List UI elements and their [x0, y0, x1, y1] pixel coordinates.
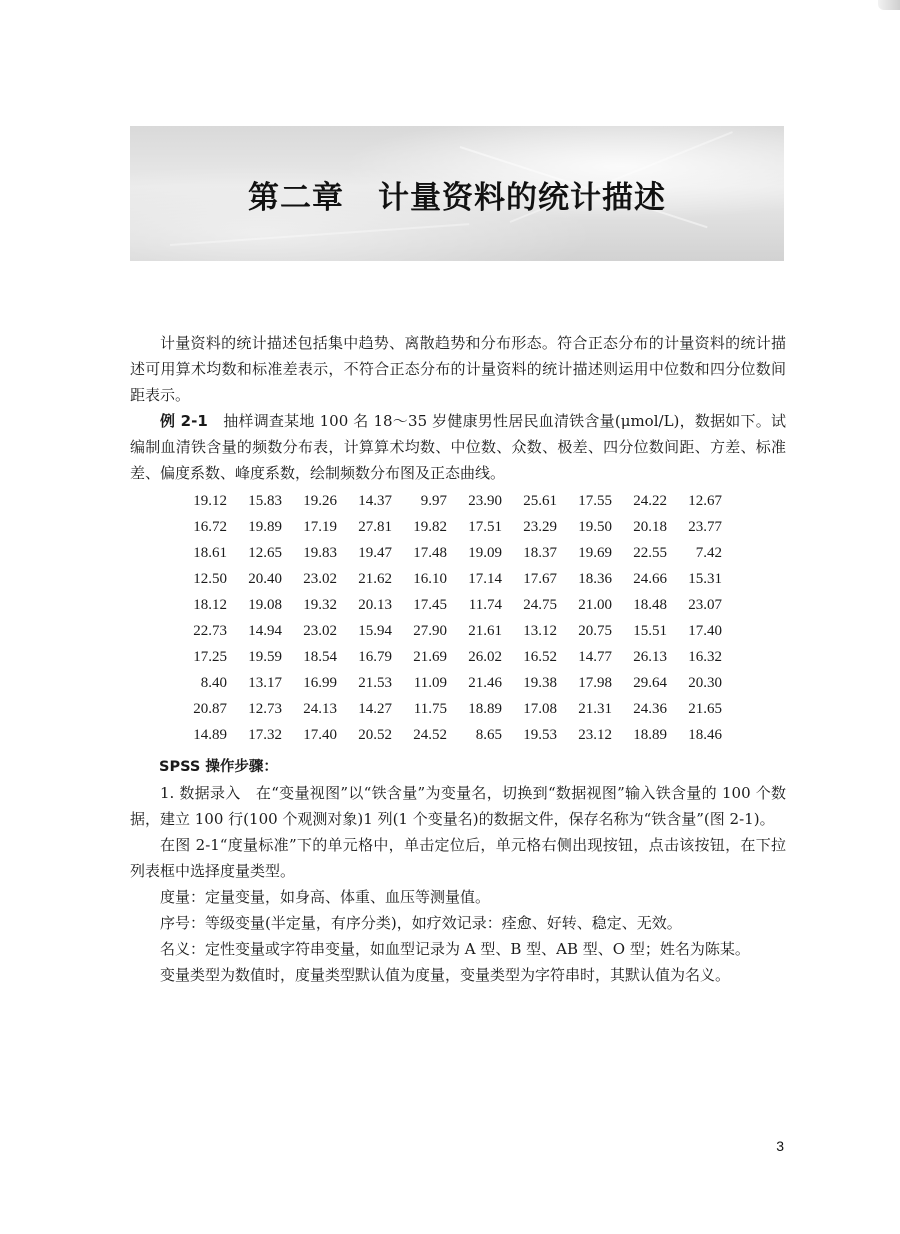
table-cell: 17.98: [578, 675, 612, 691]
table-cell: 23.07: [688, 597, 722, 613]
table-cell: 7.42: [695, 545, 722, 561]
table-cell: 23.90: [468, 493, 502, 509]
table-cell: 24.52: [413, 727, 447, 743]
table-cell: 29.64: [633, 675, 667, 691]
table-cell: 23.77: [688, 519, 722, 535]
table-cell: 14.94: [248, 623, 282, 639]
table-row: [172, 566, 722, 592]
iron-data-table: [172, 488, 722, 748]
table-cell: 24.13: [303, 701, 337, 717]
table-row: [172, 670, 722, 696]
page-corner-mark: [878, 0, 900, 10]
table-cell: 19.08: [248, 597, 282, 613]
table-cell: 17.08: [523, 701, 557, 717]
table-cell: 11.09: [413, 675, 447, 691]
table-cell: 17.55: [578, 493, 612, 509]
table-cell: 17.40: [688, 623, 722, 639]
table-row: [172, 644, 722, 670]
table-cell: 17.14: [468, 571, 502, 587]
chapter-banner: [130, 126, 784, 261]
table-cell: 23.29: [523, 519, 557, 535]
table-cell: 19.69: [578, 545, 612, 561]
table-cell: 23.02: [303, 571, 337, 587]
table-row: [172, 592, 722, 618]
table-cell: 9.97: [420, 493, 447, 509]
table-cell: 17.48: [413, 545, 447, 561]
table-cell: 8.65: [475, 727, 502, 743]
table-cell: 16.99: [303, 675, 337, 691]
table-cell: 19.26: [303, 493, 337, 509]
table-cell: 21.62: [358, 571, 392, 587]
table-cell: 17.40: [303, 727, 337, 743]
table-cell: 15.94: [358, 623, 392, 639]
table-cell: 21.31: [578, 701, 612, 717]
table-cell: 12.65: [248, 545, 282, 561]
table-cell: 19.09: [468, 545, 502, 561]
table-cell: 24.22: [633, 493, 667, 509]
table-cell: 17.19: [303, 519, 337, 535]
table-cell: 18.46: [688, 727, 722, 743]
table-cell: 20.13: [358, 597, 392, 613]
table-cell: 24.75: [523, 597, 557, 613]
table-cell: 17.51: [468, 519, 502, 535]
table-cell: 16.79: [358, 649, 392, 665]
table-cell: 13.12: [523, 623, 557, 639]
table-cell: 24.36: [633, 701, 667, 717]
table-cell: 21.61: [468, 623, 502, 639]
table-cell: 11.75: [413, 701, 447, 717]
table-cell: 19.82: [413, 519, 447, 535]
table-cell: 23.12: [578, 727, 612, 743]
table-cell: 19.12: [193, 493, 227, 509]
table-cell: 14.27: [358, 701, 392, 717]
table-cell: 20.52: [358, 727, 392, 743]
table-cell: 12.67: [688, 493, 722, 509]
table-cell: 23.02: [303, 623, 337, 639]
example-label: 例 2-1: [160, 412, 208, 430]
table-cell: 16.10: [413, 571, 447, 587]
spss-heading: SPSS 操作步骤：: [159, 759, 278, 775]
chapter-title-text: 计量资料的统计描述: [378, 180, 666, 216]
table-cell: 17.32: [248, 727, 282, 743]
page-body: [130, 330, 786, 988]
table-cell: 21.69: [413, 649, 447, 665]
table-cell: 16.72: [193, 519, 227, 535]
table-cell: 19.47: [358, 545, 392, 561]
spss-paragraph-default-type: 变量类型为数值时，度量类型默认值为度量，变量类型为字符串时，其默认值为名义。: [160, 966, 731, 984]
table-cell: 14.89: [193, 727, 227, 743]
intro-paragraph: 计量资料的统计描述包括集中趋势、离散趋势和分布形态。符合正态分布的计量资料的统计描述可用算术均数和标准差表示，不符合正态分布的计量资料的统计描述则运用中位数和四分位数间距表示。: [130, 334, 786, 404]
example-paragraph: [130, 408, 786, 486]
table-cell: 19.53: [523, 727, 557, 743]
chapter-number: 第二章: [248, 180, 344, 216]
table-cell: 19.50: [578, 519, 612, 535]
spss-step-1: 1. 数据录入 在“变量视图”以“铁含量”为变量名，切换到“数据视图”输入铁含量的 100 个数据，建立 100 行(100 个观测对象)1 列(1 个变量名)的数据文件，保存名称为“铁含量”(图 2-1)。: [130, 784, 786, 828]
table-cell: 18.54: [303, 649, 337, 665]
spss-paragraph-ordinal: 序号：等级变量(半定量，有序分类)，如疗效记录：痊愈、好转、稳定、无效。: [160, 914, 682, 932]
table-cell: 18.12: [193, 597, 227, 613]
table-cell: 21.53: [358, 675, 392, 691]
page-number: 3: [776, 1138, 784, 1154]
table-cell: 21.00: [578, 597, 612, 613]
table-cell: 20.87: [193, 701, 227, 717]
table-row: [172, 618, 722, 644]
spss-paragraph-nominal: 名义：定性变量或字符串变量，如血型记录为 A 型、B 型、AB 型、O 型；姓名为陈某。: [160, 940, 750, 958]
table-cell: 14.37: [358, 493, 392, 509]
table-cell: 27.81: [358, 519, 392, 535]
table-cell: 17.67: [523, 571, 557, 587]
chapter-title: [130, 172, 784, 217]
table-cell: 24.66: [633, 571, 667, 587]
table-row: [172, 696, 722, 722]
table-cell: 18.89: [633, 727, 667, 743]
table-cell: 15.51: [633, 623, 667, 639]
table-cell: 17.45: [413, 597, 447, 613]
table-cell: 18.61: [193, 545, 227, 561]
table-cell: 15.83: [248, 493, 282, 509]
table-row: [172, 540, 722, 566]
banner-decoration: [170, 223, 469, 246]
table-cell: 19.38: [523, 675, 557, 691]
table-cell: 19.83: [303, 545, 337, 561]
table-cell: 18.37: [523, 545, 557, 561]
example-text: 抽样调查某地 100 名 18～35 岁健康男性居民血清铁含量(μmol/L)，数据如下。试编制血清铁含量的频数分布表，计算算术均数、中位数、众数、极差、四分位数间距、方差、标准差、偏度系数、峰度系数，绘制频数分布图及正态曲线。: [130, 412, 786, 482]
table-cell: 20.75: [578, 623, 612, 639]
table-cell: 14.77: [578, 649, 612, 665]
table-row: [172, 488, 722, 514]
table-cell: 20.18: [633, 519, 667, 535]
table-cell: 17.25: [193, 649, 227, 665]
table-cell: 8.40: [200, 675, 227, 691]
table-cell: 19.32: [303, 597, 337, 613]
table-cell: 16.32: [688, 649, 722, 665]
table-cell: 16.52: [523, 649, 557, 665]
table-cell: 22.73: [193, 623, 227, 639]
table-cell: 20.40: [248, 571, 282, 587]
table-cell: 22.55: [633, 545, 667, 561]
table-cell: 15.31: [688, 571, 722, 587]
table-cell: 12.73: [248, 701, 282, 717]
table-row: [172, 514, 722, 540]
spss-paragraph-scale: 度量：定量变量，如身高、体重、血压等测量值。: [160, 888, 491, 906]
table-cell: 25.61: [523, 493, 557, 509]
table-cell: 11.74: [468, 597, 502, 613]
table-row: [172, 722, 722, 748]
table-cell: 21.46: [468, 675, 502, 691]
table-cell: 19.59: [248, 649, 282, 665]
table-cell: 26.13: [633, 649, 667, 665]
table-cell: 21.65: [688, 701, 722, 717]
table-cell: 12.50: [193, 571, 227, 587]
table-cell: 19.89: [248, 519, 282, 535]
table-cell: 18.89: [468, 701, 502, 717]
table-cell: 20.30: [688, 675, 722, 691]
table-cell: 26.02: [468, 649, 502, 665]
spss-paragraph-measure-column: 在图 2-1“度量标准”下的单元格中，单击定位后，单元格右侧出现按钮，点击该按钮，在下拉列表框中选择度量类型。: [130, 836, 786, 880]
table-cell: 18.36: [578, 571, 612, 587]
table-cell: 27.90: [413, 623, 447, 639]
table-cell: 13.17: [248, 675, 282, 691]
table-cell: 18.48: [633, 597, 667, 613]
